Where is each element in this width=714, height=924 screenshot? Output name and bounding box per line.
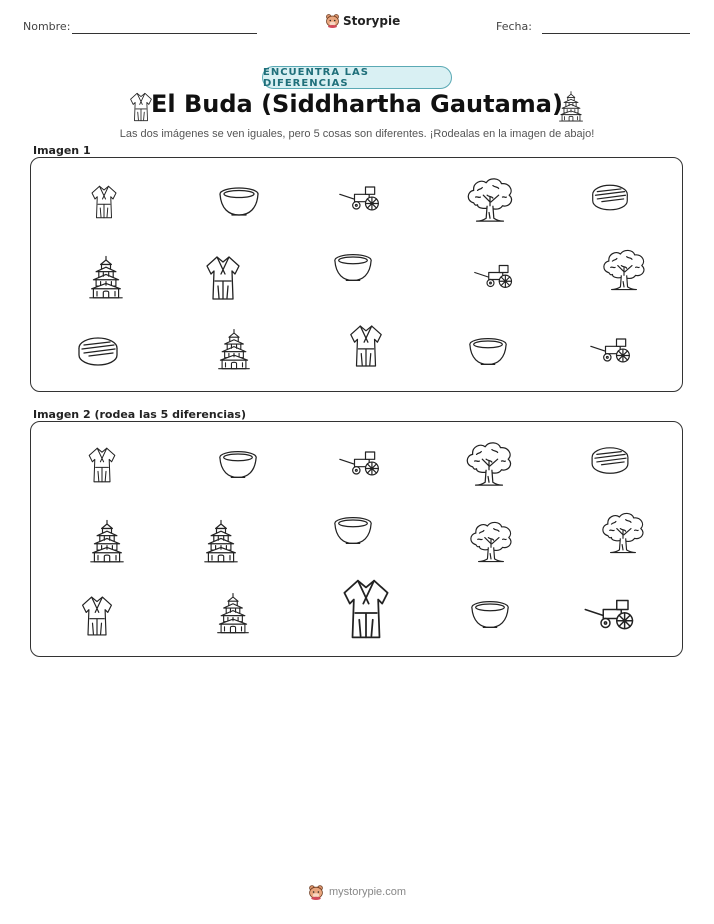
instructions: Las dos imágenes se ven iguales, pero 5 cosas son diferentes. ¡Rodealas en la imagen de abajo! bbox=[119, 128, 595, 140]
bowl-icon bbox=[332, 251, 374, 285]
bowl-icon[interactable] bbox=[217, 448, 259, 482]
name-label: Nombre: bbox=[23, 20, 71, 33]
drum-icon[interactable] bbox=[588, 445, 632, 477]
bowl-icon bbox=[217, 185, 261, 219]
robe-icon bbox=[89, 179, 119, 225]
bear-icon bbox=[308, 884, 324, 900]
tree-icon[interactable] bbox=[467, 517, 515, 567]
drum-icon bbox=[590, 182, 630, 214]
bear-icon bbox=[325, 13, 340, 28]
pagoda-icon bbox=[558, 91, 584, 123]
footer-url[interactable]: mystorypie.com bbox=[328, 886, 407, 898]
logo-text: Storypie bbox=[343, 13, 401, 28]
panel-1-label: Imagen 1 bbox=[33, 144, 91, 157]
pagoda-icon[interactable] bbox=[216, 592, 250, 636]
tree-icon bbox=[600, 246, 648, 294]
bowl-icon[interactable] bbox=[332, 514, 374, 548]
pagoda-icon bbox=[217, 328, 251, 372]
tree-icon[interactable] bbox=[463, 440, 515, 488]
name-field[interactable] bbox=[72, 33, 257, 34]
date-label: Fecha: bbox=[496, 20, 532, 33]
cart-icon bbox=[589, 335, 633, 365]
cart-icon[interactable] bbox=[581, 596, 639, 632]
footer bbox=[0, 884, 714, 900]
robe-icon[interactable] bbox=[79, 592, 115, 640]
panel-2-label: Imagen 2 (rodea las 5 diferencias) bbox=[33, 408, 247, 421]
pagoda-icon[interactable] bbox=[89, 519, 125, 565]
cart-icon bbox=[338, 183, 382, 213]
panel-image-1 bbox=[30, 157, 683, 392]
activity-badge: ENCUENTRA LAS DIFERENCIAS bbox=[262, 66, 452, 89]
cart-icon[interactable] bbox=[338, 448, 382, 478]
drum-icon bbox=[76, 335, 120, 369]
storypie-logo bbox=[325, 13, 400, 28]
panel-image-2[interactable] bbox=[30, 421, 683, 657]
bowl-icon[interactable] bbox=[469, 598, 511, 632]
tree-icon[interactable] bbox=[599, 509, 647, 557]
tree-icon bbox=[464, 176, 516, 224]
pagoda-icon[interactable] bbox=[203, 519, 239, 565]
robe-icon[interactable] bbox=[86, 442, 118, 488]
robe-icon[interactable] bbox=[339, 576, 393, 642]
date-field[interactable] bbox=[542, 33, 690, 34]
cart-icon bbox=[473, 262, 515, 290]
bowl-icon bbox=[467, 335, 509, 369]
pagoda-icon bbox=[88, 255, 124, 301]
worksheet-header bbox=[0, 0, 714, 50]
page-title: El Buda (Siddhartha Gautama) bbox=[151, 90, 563, 118]
robe-icon bbox=[347, 322, 385, 370]
robe-icon bbox=[203, 254, 243, 302]
